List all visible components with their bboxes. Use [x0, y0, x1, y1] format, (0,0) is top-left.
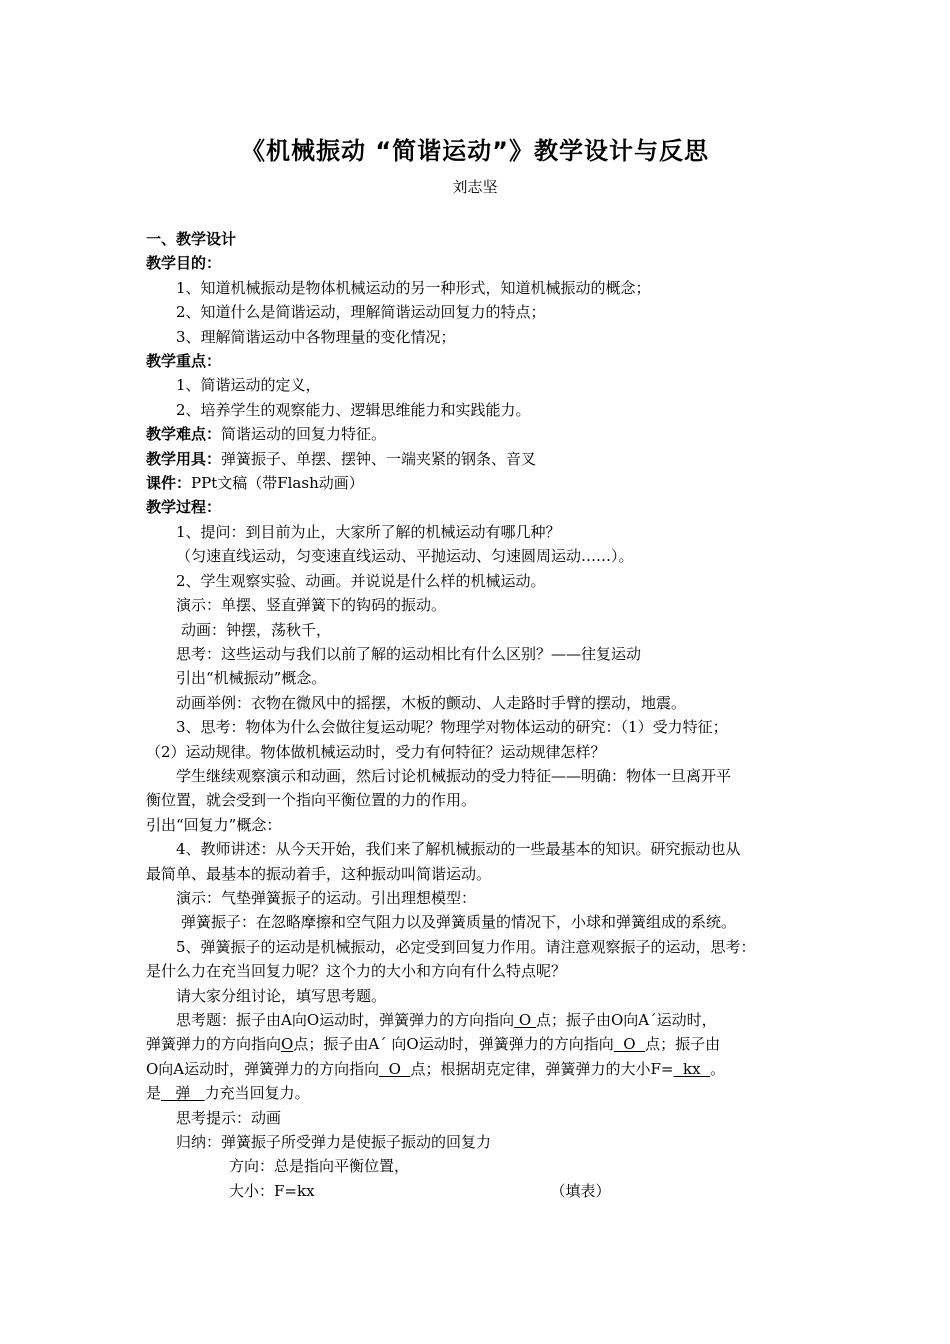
process-paragraph: 演示：气垫弹簧振子的运动。引出理想模型： — [176, 888, 477, 907]
tools-label: 教学用具： — [146, 449, 222, 468]
question-text: 是 — [146, 1084, 162, 1103]
process-paragraph: 1、提问：到目前为止，大家所了解的机械运动有哪几种？ — [176, 522, 561, 541]
magnitude-line — [146, 1179, 814, 1203]
process-heading: 教学过程： — [146, 498, 222, 517]
summary-line: 归纳：弹簧振子所受弹力是使振子振动的回复力 — [176, 1133, 492, 1152]
hint-line: 思考提示：动画 — [176, 1108, 282, 1127]
process-paragraph: （2）运动规律。物体做机械运动时，受力有何特征？运动规律怎样？ — [146, 742, 606, 761]
section-heading: 一、教学设计 — [146, 230, 237, 248]
difficulty-label: 教学难点： — [146, 425, 222, 444]
document-body — [146, 227, 814, 1203]
question-line — [146, 1081, 814, 1105]
process-paragraph: 引出“机械振动”概念。 — [176, 669, 327, 688]
fill-table-note: （填表） — [550, 1181, 611, 1200]
goal-item: 1、知道机械振动是物体机械运动的另一种形式，知道机械振动的概念； — [176, 278, 651, 297]
key-points-heading: 教学重点： — [146, 352, 222, 371]
answer-blank: O — [379, 1059, 411, 1078]
answer-blank: kx — [673, 1059, 711, 1078]
question-text: 弹簧弹力的方向指向 — [146, 1035, 282, 1054]
process-paragraph: 演示：单摆、竖直弹簧下的钩码的振动。 — [176, 596, 447, 615]
process-paragraph: 引出“回复力”概念： — [146, 815, 282, 834]
process-paragraph: 动画举例：衣物在微风中的摇摆，木板的颤动、人走路时手臂的摆动，地震。 — [176, 693, 687, 712]
answer-blank: O — [514, 1011, 536, 1029]
answer-blank: O — [281, 1035, 294, 1054]
process-paragraph: 动画：钟摆，荡秋千， — [181, 620, 332, 639]
question-text: O向A运动时，弹簧弹力的方向指向 — [146, 1059, 380, 1078]
direction-line: 方向：总是指向平衡位置， — [229, 1157, 410, 1176]
goals-heading: 教学目的： — [146, 254, 222, 273]
question-line — [146, 1057, 814, 1081]
difficulty-text: 简谐运动的回复力特征。 — [221, 425, 387, 444]
process-paragraph: 衡位置，就会受到一个指向平衡位置的力的作用。 — [146, 791, 477, 810]
tools-text: 弹簧振子、单摆、摆钟、一端夹紧的钢条、音叉 — [221, 449, 537, 468]
courseware-label: 课件： — [146, 474, 192, 493]
goal-item: 2、知道什么是简谐运动，理解简谐运动回复力的特点； — [176, 303, 546, 322]
question-text: 点；振子由O向A´运动时， — [535, 1011, 717, 1029]
tools-line — [146, 447, 814, 471]
difficulty-line — [146, 422, 814, 446]
goal-item: 3、理解简谐运动中各物理量的变化情况； — [176, 327, 456, 346]
author-name: 刘志坚 — [452, 178, 498, 196]
key-point-item: 2、培养学生的观察能力、逻辑思维能力和实践能力。 — [176, 400, 531, 419]
courseware-text: PPt文稿（带Flash动画） — [191, 474, 364, 493]
process-paragraph: 2、学生观察实验、动画。并说说是什么样的机械运动。 — [176, 571, 546, 590]
question-text: 力充当回复力。 — [204, 1084, 310, 1103]
process-paragraph: 5、弹簧振子的运动是机械振动，必定受到回复力作用。请注意观察振子的运动，思考： — [176, 937, 756, 956]
process-paragraph: 学生继续观察演示和动画，然后讨论机械振动的受力特征——明确：物体一旦离开平 — [176, 766, 732, 785]
process-paragraph: 弹簧振子：在忽略摩擦和空气阻力以及弹簧质量的情况下，小球和弹簧组成的系统。 — [181, 913, 737, 932]
process-paragraph: （匀速直线运动，匀变速直线运动、平抛运动、匀速圆周运动……）。 — [176, 547, 634, 566]
question-line — [146, 1008, 814, 1032]
question-text: 点；振子由A´ 向O运动时，弹簧弹力的方向指向 — [293, 1035, 614, 1054]
answer-blank: O — [613, 1035, 646, 1054]
question-text: 。 — [710, 1059, 726, 1078]
process-paragraph: 思考：这些运动与我们以前了解的运动相比有什么区别？——往复运动 — [176, 644, 642, 663]
process-paragraph: 最简单、最基本的振动着手，这种振动叫简谐运动。 — [146, 864, 492, 883]
magnitude-text: 大小：F=kx — [229, 1181, 315, 1200]
question-line — [146, 1032, 814, 1056]
document-title: 《机械振动 “简谐运动”》教学设计与反思 — [241, 137, 709, 165]
process-paragraph: 3、思考：物体为什么会做往复运动呢？物理学对物体运动的研究：（1）受力特征； — [176, 718, 728, 737]
question-text: 点；根据胡克定律，弹簧弹力的大小F= — [410, 1059, 674, 1078]
process-paragraph: 请大家分组讨论，填写思考题。 — [176, 986, 387, 1005]
courseware-line — [146, 471, 814, 495]
process-paragraph: 4、教师讲述：从今天开始，我们来了解机械振动的一些最基本的知识。研究振动也从 — [176, 840, 741, 859]
question-text: 点；振子由 — [645, 1035, 721, 1054]
process-paragraph: 是什么力在充当回复力呢？这个力的大小和方向有什么特点呢？ — [146, 962, 567, 981]
answer-blank: 弹 — [161, 1084, 205, 1103]
question-text: 思考题：振子由A向O运动时，弹簧弹力的方向指向 — [176, 1011, 515, 1029]
key-point-item: 1、简谐运动的定义， — [176, 376, 321, 395]
